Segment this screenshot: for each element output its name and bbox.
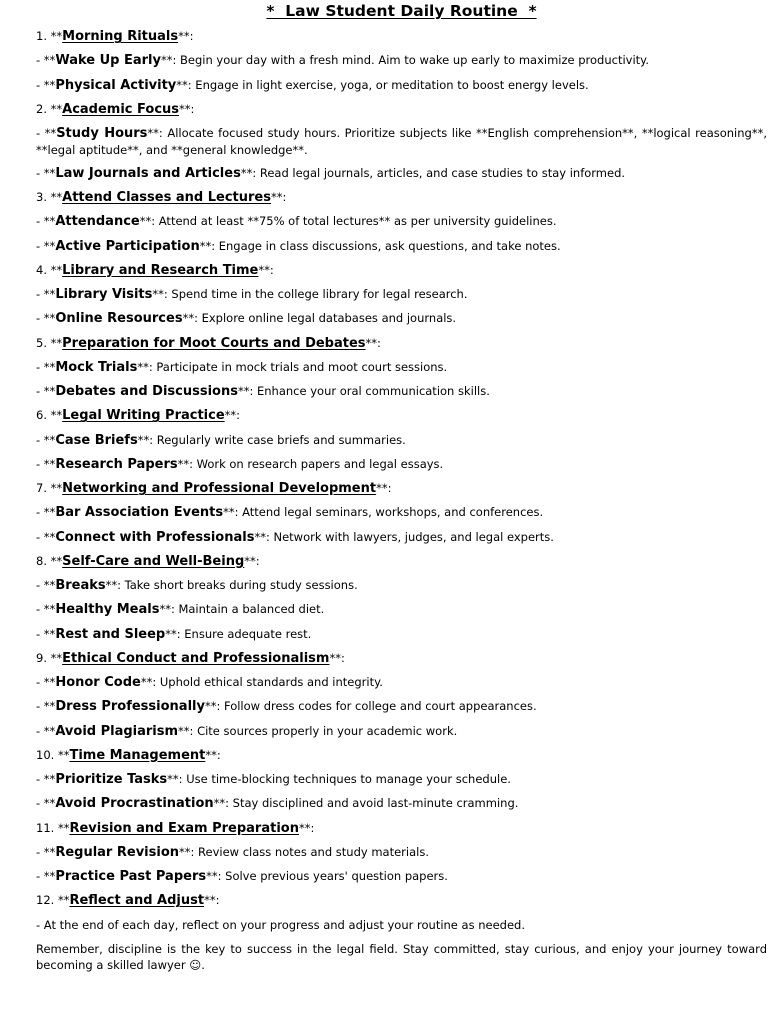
closing-paragraph: Remember, discipline is the key to success in the legal field. Stay committed, stay curious, and enjoy your journey toward becoming a skilled lawyer ☺. xyxy=(36,941,767,972)
section-title: Revision and Exam Preparation xyxy=(69,820,299,836)
item-bullet: - ** xyxy=(36,602,56,617)
list-item xyxy=(36,698,537,715)
item-term: Active Participation xyxy=(55,238,200,254)
section-number: 9. ** xyxy=(36,650,63,665)
item-bullet: - ** xyxy=(36,311,56,326)
section-marker: **: xyxy=(298,820,315,835)
item-bullet: - ** xyxy=(36,77,56,92)
list-item xyxy=(36,238,561,255)
item-bullet: - ** xyxy=(36,796,56,811)
item-term: Wake Up Early xyxy=(55,53,161,69)
item-bullet: - ** xyxy=(36,384,56,398)
section-title: Preparation for Moot Courts and Debates xyxy=(62,335,366,351)
item-description: **: Regularly write case briefs and summaries. xyxy=(137,432,406,447)
item-bullet: - ** xyxy=(36,699,56,714)
section-heading xyxy=(36,553,260,570)
document-title-text: * Law Student Daily Routine * xyxy=(266,2,537,20)
item-description: **: Network with lawyers, judges, and legal experts. xyxy=(254,529,554,544)
section-heading xyxy=(36,407,240,424)
item-description: **: Allocate focused study hours. Prioritize subjects like **English comprehension**, **logical reasoning**, **legal aptitude**, and **general knowledge**. xyxy=(36,126,768,157)
item-description: **: Spend time in the college library for legal research. xyxy=(152,287,468,301)
item-description: **: Solve previous years' question papers. xyxy=(206,869,448,883)
section-marker: **: xyxy=(270,190,287,204)
section-marker: **: xyxy=(224,408,241,423)
item-description: **: Attend legal seminars, workshops, and conferences. xyxy=(223,505,544,520)
section-heading xyxy=(36,101,194,118)
section-title: Library and Research Time xyxy=(62,262,259,278)
section-title: Time Management xyxy=(69,747,206,763)
item-bullet: - ** xyxy=(36,675,56,689)
section-heading xyxy=(36,189,286,206)
item-description: **: Enhance your oral communication skills. xyxy=(237,384,490,398)
item-description: **: Engage in light exercise, yoga, or meditation to boost energy levels. xyxy=(176,77,589,92)
section-number: 2. ** xyxy=(36,101,63,116)
item-bullet: - ** xyxy=(36,126,57,140)
item-bullet: - ** xyxy=(36,505,56,520)
item-description: **: Review class notes and study materials. xyxy=(179,844,429,859)
item-term: Bar Association Events xyxy=(55,505,224,521)
section-heading xyxy=(36,650,345,667)
item-bullet: - ** xyxy=(36,529,56,544)
section-heading xyxy=(36,820,314,837)
section-title: Legal Writing Practice xyxy=(62,408,225,424)
document-title xyxy=(36,0,767,22)
list-item xyxy=(36,125,767,158)
item-term: Physical Activity xyxy=(55,77,177,93)
item-description: **: Cite sources properly in your academic work. xyxy=(178,723,458,738)
section-number: 11. ** xyxy=(36,820,70,835)
item-bullet: - ** xyxy=(36,238,56,253)
list-item xyxy=(36,310,456,327)
item-bullet: - ** xyxy=(36,626,56,641)
item-description: **: Participate in mock trials and moot court sessions. xyxy=(137,359,448,374)
section-marker: **: xyxy=(205,747,221,762)
section-heading xyxy=(36,480,391,497)
section-marker: **: xyxy=(365,335,381,350)
item-term: Avoid Plagiarism xyxy=(55,723,179,739)
item-description: **: Take short breaks during study sessions. xyxy=(105,578,358,592)
list-item xyxy=(36,844,429,861)
section-number: 7. ** xyxy=(36,481,63,495)
list-item xyxy=(36,456,443,473)
section-title: Morning Rituals xyxy=(62,29,179,44)
item-bullet: - ** xyxy=(36,432,56,447)
list-item xyxy=(36,674,383,691)
section-number: 6. ** xyxy=(36,408,63,423)
section-heading xyxy=(36,262,274,279)
item-term: Attendance xyxy=(55,214,140,230)
item-bullet: - ** xyxy=(36,578,56,592)
item-bullet: - ** xyxy=(36,869,56,883)
list-item xyxy=(36,432,406,449)
item-term: Healthy Meals xyxy=(55,602,160,618)
list-item xyxy=(36,626,311,643)
section-title: Attend Classes and Lectures xyxy=(62,190,271,205)
item-term: Study Hours xyxy=(56,126,148,141)
item-bullet: - ** xyxy=(36,53,56,68)
item-term: Avoid Procrastination xyxy=(55,796,214,812)
section-marker: **: xyxy=(179,101,195,116)
list-item xyxy=(36,165,625,182)
item-term: Research Papers xyxy=(55,456,178,472)
item-bullet: - ** xyxy=(36,456,56,471)
list-item xyxy=(36,771,511,788)
list-item xyxy=(36,504,543,521)
item-term: Case Briefs xyxy=(55,432,138,448)
list-item xyxy=(36,601,324,618)
item-bullet: - ** xyxy=(36,723,56,738)
item-bullet: - ** xyxy=(36,165,56,180)
list-item xyxy=(36,52,649,69)
item-term: Practice Past Papers xyxy=(55,869,207,884)
section-title: Networking and Professional Development xyxy=(62,481,377,496)
item-term: Connect with Professionals xyxy=(55,529,255,545)
list-item xyxy=(36,868,448,885)
item-term: Honor Code xyxy=(55,675,141,690)
item-description: **: Ensure adequate rest. xyxy=(165,626,312,641)
item-bullet: - ** xyxy=(36,772,56,786)
item-description: **: Use time-blocking techniques to manage your schedule. xyxy=(167,772,511,786)
section-marker: **: xyxy=(178,29,194,43)
list-item xyxy=(36,359,447,376)
item-description: **: Explore online legal databases and journals. xyxy=(182,311,457,326)
final-item: - At the end of each day, reflect on your progress and adjust your routine as needed. xyxy=(36,917,526,932)
section-marker: **: xyxy=(244,553,260,568)
list-item xyxy=(36,795,518,812)
list-item xyxy=(36,286,468,303)
item-bullet: - ** xyxy=(36,287,56,301)
item-term: Law Journals and Articles xyxy=(55,165,241,181)
section-marker: **: xyxy=(204,893,220,908)
section-heading xyxy=(36,892,219,909)
item-term: Rest and Sleep xyxy=(55,626,166,642)
section-number: 10. ** xyxy=(36,747,70,762)
section-heading xyxy=(36,747,221,764)
item-term: Regular Revision xyxy=(55,844,180,860)
item-description: **: Uphold ethical standards and integrity. xyxy=(140,675,383,689)
item-term: Online Resources xyxy=(55,311,183,327)
item-description: **: Attend at least **75% of total lectures** as per university guidelines. xyxy=(139,214,557,229)
item-term: Breaks xyxy=(55,578,106,593)
section-heading xyxy=(36,335,381,352)
item-description: **: Engage in class discussions, ask questions, and take notes. xyxy=(199,238,561,253)
section-number: 3. ** xyxy=(36,190,63,204)
section-heading xyxy=(36,28,194,45)
section-title: Ethical Conduct and Professionalism xyxy=(62,650,330,666)
list-item xyxy=(36,723,457,740)
section-marker: **: xyxy=(329,650,345,665)
section-number: 4. ** xyxy=(36,262,63,277)
list-item xyxy=(36,529,554,546)
item-description: **: Maintain a balanced diet. xyxy=(159,602,325,617)
list-item xyxy=(36,383,490,400)
item-description: **: Follow dress codes for college and court appearances. xyxy=(204,699,537,714)
item-bullet: - ** xyxy=(36,359,56,374)
item-term: Dress Professionally xyxy=(55,699,205,715)
section-number: 8. ** xyxy=(36,553,63,568)
section-title: Reflect and Adjust xyxy=(69,893,205,909)
item-description: **: Begin your day with a fresh mind. Aim to wake up early to maximize productivity. xyxy=(160,53,650,68)
section-number: 1. ** xyxy=(36,29,63,43)
item-description: **: Stay disciplined and avoid last-minute cramming. xyxy=(213,796,519,811)
section-marker: **: xyxy=(376,481,392,495)
list-item xyxy=(36,213,557,230)
item-term: Debates and Discussions xyxy=(55,384,238,399)
item-term: Library Visits xyxy=(55,287,153,302)
list-item xyxy=(36,577,358,594)
item-description: **: Read legal journals, articles, and case studies to stay informed. xyxy=(240,165,626,180)
list-item xyxy=(36,77,589,94)
section-title: Academic Focus xyxy=(62,101,180,117)
section-marker: **: xyxy=(258,262,274,277)
section-number: 5. ** xyxy=(36,335,63,350)
section-number: 12. ** xyxy=(36,893,70,908)
section-title: Self-Care and Well-Being xyxy=(62,553,245,569)
item-description: **: Work on research papers and legal essays. xyxy=(177,456,444,471)
item-term: Mock Trials xyxy=(55,359,138,375)
item-bullet: - ** xyxy=(36,214,56,229)
item-term: Prioritize Tasks xyxy=(55,772,168,787)
item-bullet: - ** xyxy=(36,844,56,859)
